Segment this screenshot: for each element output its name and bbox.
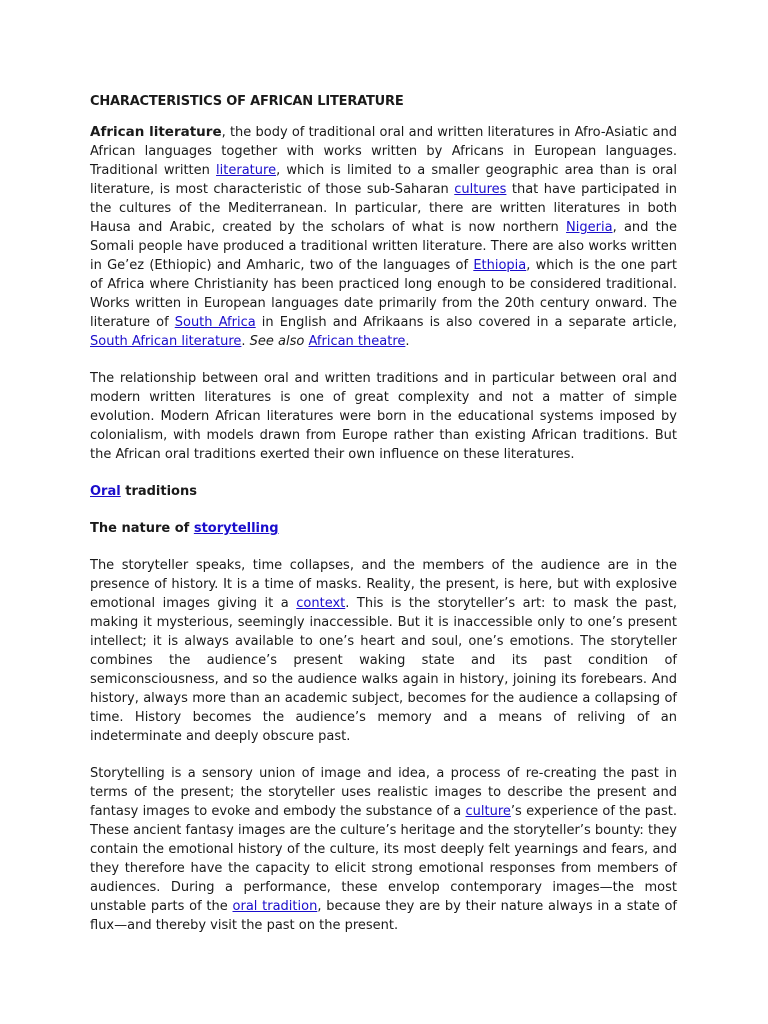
document-body xyxy=(90,92,677,953)
link-literature[interactable]: literature xyxy=(216,163,277,178)
link-ethiopia[interactable]: Ethiopia xyxy=(473,258,527,273)
link-south-african-literature[interactable]: South African literature xyxy=(90,334,242,349)
link-african-theatre[interactable]: African theatre xyxy=(308,334,406,349)
paragraph-relationship: The relationship between oral and written traditions and in particular between oral and modern written literatures is one of great complexity and not a matter of simple evolution. Modern African literatures were born in the educational systems imposed by colonialism, with models drawn from Europe rather than existing African traditions. But the African oral traditions exerted their own influence on these literatures. xyxy=(90,371,677,462)
paragraph-storyteller: The storyteller speaks, time collapses, and the members of the audience are in the presence of history. It is a time of masks. Reality, the present, is here, but with explosive emotional images giving it a context. This is the storyteller’s art: to mask the past, making it mysterious, seemingly inaccessible. But it is inaccessible only to one’s present intellect; it is always available to one’s heart and soul, one’s emotions. The storyteller combines the audience’s present waking state and its past condition of semiconsciousness, and so the audience walks again in history, joining its forebears. And history, always more than an academic subject, becomes for the audience a collapsing of time. History becomes the audience’s memory and a means of reliving of an indeterminate and deeply obscure past. xyxy=(90,558,677,744)
link-south-africa[interactable]: South Africa xyxy=(174,315,256,330)
link-oral-tradition[interactable]: oral tradition xyxy=(232,899,318,914)
page-title: CHARACTERISTICS OF AFRICAN LITERATURE xyxy=(90,94,404,109)
see-also-label: See also xyxy=(249,334,305,349)
link-cultures[interactable]: cultures xyxy=(454,182,507,197)
link-context[interactable]: context xyxy=(296,596,346,611)
link-nigeria[interactable]: Nigeria xyxy=(566,220,613,235)
link-storytelling[interactable]: storytelling xyxy=(193,521,279,536)
section-heading-oral-traditions: Oral traditions xyxy=(90,484,197,499)
paragraph-storytelling-union: Storytelling is a sensory union of image and idea, a process of re-creating the past in terms of the present; the storyteller uses realistic images to describe the present and fantasy images to evoke and embody the substance of a culture’s experience of the past. These ancient fantasy images are the culture’s heritage and the storyteller’s bounty: they contain the emotional history of the culture, its most deeply felt yearnings and fears, and they therefore have the capacity to elicit strong emotional responses from members of audiences. During a performance, these envelop contemporary images—the most unstable parts of the oral tradition, because they are by their nature always in a state of flux—and thereby visit the past on the present. xyxy=(90,766,677,933)
paragraph-intro: African literature, the body of traditional oral and written literatures in Afro-Asiatic and African languages together with works written by Africans in European languages. Traditional written literature, which is limited to a smaller geographic area than is oral literature, is most characteristic of those sub-Saharan cultures that have participated in the cultures of the Mediterranean. In particular, there are written literatures in both Hausa and Arabic, created by the scholars of what is now northern Nigeria, and the Somali people have produced a traditional written literature. There are also works written in Ge’ez (Ethiopic) and Amharic, two of the languages of Ethiopia, which is the one part of Africa where Christianity has been practiced long enough to be considered traditional. Works written in European languages date primarily from the 20th century onward. The literature of South Africa in English and Afrikaans is also covered in a separate article, South African literature. See also African theatre. xyxy=(90,124,678,349)
link-oral[interactable]: Oral xyxy=(90,484,121,499)
section-heading-storytelling: The nature of storytelling xyxy=(90,521,279,536)
lead-term: African literature xyxy=(90,124,222,140)
link-culture[interactable]: culture xyxy=(465,804,511,819)
